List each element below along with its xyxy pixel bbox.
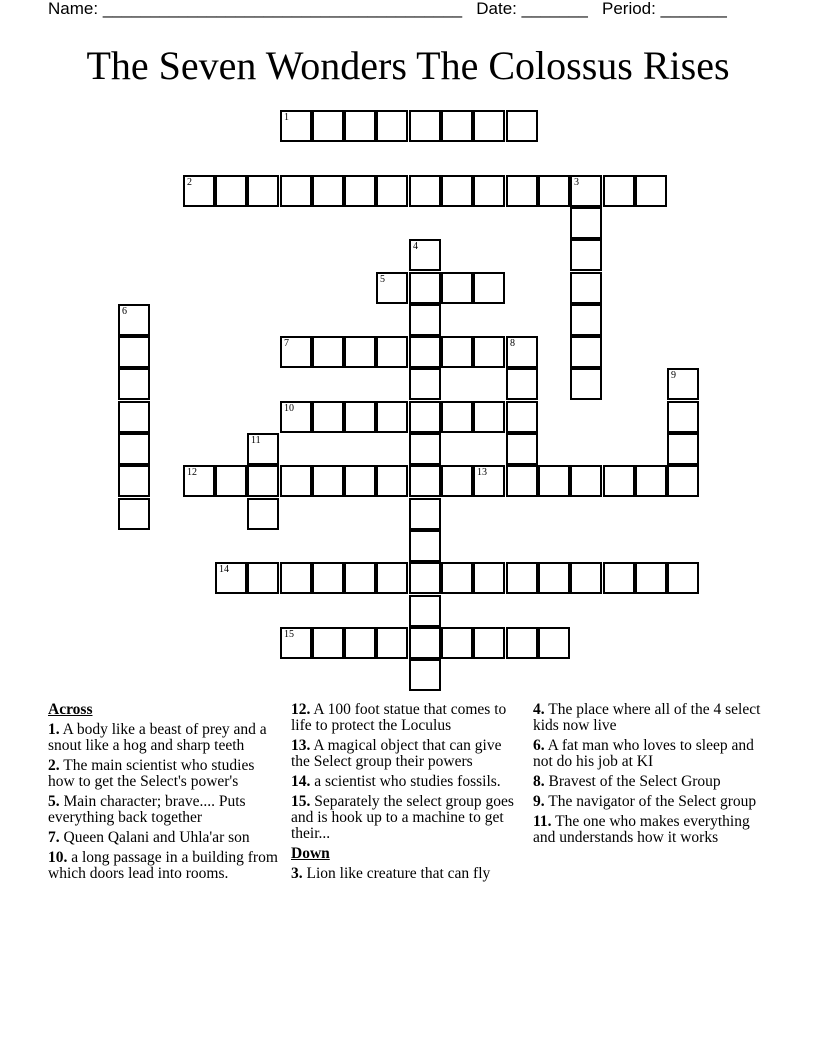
cell-number: 15 xyxy=(284,629,294,640)
grid-cell[interactable] xyxy=(441,175,473,207)
cell-number: 1 xyxy=(284,112,289,123)
grid-cell[interactable] xyxy=(603,465,635,497)
grid-cell[interactable] xyxy=(247,433,279,465)
grid-cell[interactable] xyxy=(409,433,441,465)
grid-cell[interactable] xyxy=(118,465,150,497)
clue-text: A magical object that can give the Select group their powers xyxy=(291,737,502,770)
clue-across-2 xyxy=(48,758,284,790)
grid-cell[interactable] xyxy=(280,562,312,594)
grid-cell[interactable] xyxy=(570,368,602,400)
clue-text: a long passage in a building from which doors lead into rooms. xyxy=(48,849,278,882)
grid-cell[interactable] xyxy=(312,110,344,142)
grid-cell[interactable] xyxy=(376,401,408,433)
grid-cell[interactable] xyxy=(247,465,279,497)
clue-number: 13. xyxy=(291,737,311,754)
name-blank[interactable]: ______________________________________ xyxy=(102,0,463,18)
grid-cell[interactable] xyxy=(441,336,473,368)
clue-text: The navigator of the Select group xyxy=(548,793,757,810)
clue-text: The main scientist who studies how to get the Select's power's xyxy=(48,757,255,790)
grid-cell[interactable] xyxy=(118,336,150,368)
clue-number: 11. xyxy=(533,813,552,830)
grid-cell[interactable] xyxy=(603,175,635,207)
clue-number: 15. xyxy=(291,793,311,810)
grid-cell[interactable] xyxy=(118,401,150,433)
down-heading: Down xyxy=(291,845,330,862)
clue-number: 5. xyxy=(48,793,60,810)
grid-cell[interactable] xyxy=(312,401,344,433)
date-blank[interactable]: _______ xyxy=(521,0,588,18)
grid-cell[interactable] xyxy=(247,498,279,530)
grid-cell[interactable] xyxy=(376,175,408,207)
clue-number: 12. xyxy=(291,701,311,718)
name-label: Name: xyxy=(48,0,99,18)
grid-cell[interactable] xyxy=(473,175,505,207)
grid-cell[interactable] xyxy=(280,175,312,207)
grid-cell[interactable] xyxy=(441,627,473,659)
grid-cell[interactable] xyxy=(570,465,602,497)
clue-text: A fat man who loves to sleep and not do his job at KI xyxy=(533,737,754,770)
across-heading: Across xyxy=(48,701,93,718)
grid-cell[interactable] xyxy=(376,110,408,142)
grid-cell[interactable] xyxy=(538,562,570,594)
grid-cell[interactable] xyxy=(506,336,538,368)
cell-number: 2 xyxy=(187,177,192,188)
grid-cell[interactable] xyxy=(280,110,312,142)
cell-number: 10 xyxy=(284,403,294,414)
grid-cell[interactable] xyxy=(376,562,408,594)
grid-cell[interactable] xyxy=(409,530,441,562)
grid-cell[interactable] xyxy=(409,336,441,368)
grid-cell[interactable] xyxy=(441,562,473,594)
clue-number: 7. xyxy=(48,829,60,846)
grid-cell[interactable] xyxy=(570,304,602,336)
grid-cell[interactable] xyxy=(247,175,279,207)
clue-number: 8. xyxy=(533,773,545,790)
grid-cell[interactable] xyxy=(538,175,570,207)
date-label: Date: xyxy=(476,0,517,18)
clues-column-2 xyxy=(291,702,519,886)
grid-cell[interactable] xyxy=(473,627,505,659)
cell-number: 9 xyxy=(671,370,676,381)
grid-cell[interactable] xyxy=(118,304,150,336)
clue-across-1 xyxy=(48,722,284,754)
grid-cell[interactable] xyxy=(506,110,538,142)
grid-cell[interactable] xyxy=(473,562,505,594)
clue-text: The place where all of the 4 select kids now live xyxy=(533,701,761,734)
cell-number: 5 xyxy=(380,274,385,285)
grid-cell[interactable] xyxy=(570,239,602,271)
grid-cell[interactable] xyxy=(570,272,602,304)
grid-cell[interactable] xyxy=(441,465,473,497)
clue-across-12 xyxy=(291,702,519,734)
grid-cell[interactable] xyxy=(280,401,312,433)
grid-cell[interactable] xyxy=(409,368,441,400)
clue-number: 1. xyxy=(48,721,60,738)
grid-cell[interactable] xyxy=(409,401,441,433)
grid-cell[interactable] xyxy=(183,175,215,207)
grid-cell[interactable] xyxy=(570,336,602,368)
grid-cell[interactable] xyxy=(247,562,279,594)
grid-cell[interactable] xyxy=(603,562,635,594)
clue-across-7 xyxy=(48,830,284,846)
cell-number: 13 xyxy=(477,467,487,478)
grid-cell[interactable] xyxy=(441,110,473,142)
period-blank[interactable]: _______ xyxy=(660,0,727,18)
clue-number: 14. xyxy=(291,773,311,790)
grid-cell[interactable] xyxy=(473,110,505,142)
clue-text: A 100 foot statue that comes to life to protect the Loculus xyxy=(291,701,507,734)
grid-cell[interactable] xyxy=(344,110,376,142)
grid-cell[interactable] xyxy=(538,465,570,497)
grid-cell[interactable] xyxy=(344,336,376,368)
clues-column-1 xyxy=(48,702,284,886)
clue-text: The one who makes everything and understands how it works xyxy=(533,813,750,846)
grid-cell[interactable] xyxy=(409,304,441,336)
grid-cell[interactable] xyxy=(667,368,699,400)
grid-cell[interactable] xyxy=(376,272,408,304)
grid-cell[interactable] xyxy=(409,175,441,207)
clue-down-6 xyxy=(533,738,763,770)
grid-cell[interactable] xyxy=(538,627,570,659)
clue-down-9 xyxy=(533,794,763,810)
clue-number: 2. xyxy=(48,757,60,774)
grid-cell[interactable] xyxy=(215,562,247,594)
cell-number: 6 xyxy=(122,306,127,317)
grid-cell[interactable] xyxy=(344,401,376,433)
cell-number: 4 xyxy=(413,241,418,252)
grid-cell[interactable] xyxy=(118,433,150,465)
grid-cell[interactable] xyxy=(473,401,505,433)
clue-across-5 xyxy=(48,794,284,826)
grid-cell[interactable] xyxy=(667,465,699,497)
grid-cell[interactable] xyxy=(441,272,473,304)
grid-cell[interactable] xyxy=(667,562,699,594)
grid-cell[interactable] xyxy=(344,627,376,659)
grid-cell[interactable] xyxy=(312,336,344,368)
grid-cell[interactable] xyxy=(409,110,441,142)
grid-cell[interactable] xyxy=(570,562,602,594)
grid-cell[interactable] xyxy=(473,336,505,368)
grid-cell[interactable] xyxy=(118,368,150,400)
grid-cell[interactable] xyxy=(280,336,312,368)
page-title: The Seven Wonders The Colossus Rises xyxy=(86,43,730,88)
grid-cell[interactable] xyxy=(312,627,344,659)
clue-text: Main character; brave.... Puts everything back together xyxy=(48,793,246,826)
grid-cell[interactable] xyxy=(376,627,408,659)
grid-cell[interactable] xyxy=(409,465,441,497)
clue-number: 4. xyxy=(533,701,545,718)
grid-cell[interactable] xyxy=(344,465,376,497)
clue-text: Lion like creature that can fly xyxy=(306,865,491,882)
cell-number: 11 xyxy=(251,435,261,446)
grid-cell[interactable] xyxy=(441,401,473,433)
clue-text: A body like a beast of prey and a snout like a hog and sharp teeth xyxy=(48,721,267,754)
grid-cell[interactable] xyxy=(376,336,408,368)
grid-cell[interactable] xyxy=(409,498,441,530)
clue-down-3 xyxy=(291,866,519,882)
cell-number: 3 xyxy=(574,177,579,188)
clues-column-3 xyxy=(533,702,763,850)
grid-cell[interactable] xyxy=(473,272,505,304)
clue-down-11 xyxy=(533,814,763,846)
grid-cell[interactable] xyxy=(344,175,376,207)
grid-cell[interactable] xyxy=(635,175,667,207)
clue-across-13 xyxy=(291,738,519,770)
grid-cell[interactable] xyxy=(280,627,312,659)
grid-cell[interactable] xyxy=(506,433,538,465)
grid-cell[interactable] xyxy=(409,239,441,271)
grid-cell[interactable] xyxy=(506,401,538,433)
grid-cell[interactable] xyxy=(506,465,538,497)
grid-cell[interactable] xyxy=(667,433,699,465)
clue-number: 3. xyxy=(291,865,303,882)
grid-cell[interactable] xyxy=(344,562,376,594)
grid-cell[interactable] xyxy=(635,562,667,594)
grid-cell[interactable] xyxy=(312,562,344,594)
grid-cell[interactable] xyxy=(215,465,247,497)
cell-number: 14 xyxy=(219,564,229,575)
grid-cell[interactable] xyxy=(506,627,538,659)
grid-cell[interactable] xyxy=(506,368,538,400)
clue-number: 9. xyxy=(533,793,545,810)
clue-number: 6. xyxy=(533,737,545,754)
grid-cell[interactable] xyxy=(473,465,505,497)
clue-text: Separately the select group goes and is hook up to a machine to get their... xyxy=(291,793,514,842)
cell-number: 12 xyxy=(187,467,197,478)
clue-down-8 xyxy=(533,774,763,790)
clue-text: a scientist who studies fossils. xyxy=(314,773,501,790)
grid-cell[interactable] xyxy=(312,175,344,207)
grid-cell[interactable] xyxy=(280,465,312,497)
grid-cell[interactable] xyxy=(183,465,215,497)
grid-cell[interactable] xyxy=(215,175,247,207)
grid-cell[interactable] xyxy=(409,562,441,594)
grid-cell[interactable] xyxy=(667,401,699,433)
grid-cell[interactable] xyxy=(570,175,602,207)
grid-cell[interactable] xyxy=(409,627,441,659)
clue-text: Bravest of the Select Group xyxy=(548,773,721,790)
clue-down-4 xyxy=(533,702,763,734)
grid-cell[interactable] xyxy=(506,175,538,207)
grid-cell[interactable] xyxy=(312,465,344,497)
grid-cell[interactable] xyxy=(376,465,408,497)
grid-cell[interactable] xyxy=(409,272,441,304)
grid-cell[interactable] xyxy=(506,562,538,594)
clue-text: Queen Qalani and Uhla'ar son xyxy=(63,829,250,846)
cell-number: 8 xyxy=(510,338,515,349)
cell-number: 7 xyxy=(284,338,289,349)
period-label: Period: xyxy=(602,0,656,18)
grid-cell[interactable] xyxy=(409,595,441,627)
grid-cell[interactable] xyxy=(570,207,602,239)
grid-cell[interactable] xyxy=(409,659,441,691)
clue-across-14 xyxy=(291,774,519,790)
grid-cell[interactable] xyxy=(118,498,150,530)
clue-across-10 xyxy=(48,850,284,882)
clue-number: 10. xyxy=(48,849,68,866)
clue-across-15 xyxy=(291,794,519,842)
grid-cell[interactable] xyxy=(635,465,667,497)
